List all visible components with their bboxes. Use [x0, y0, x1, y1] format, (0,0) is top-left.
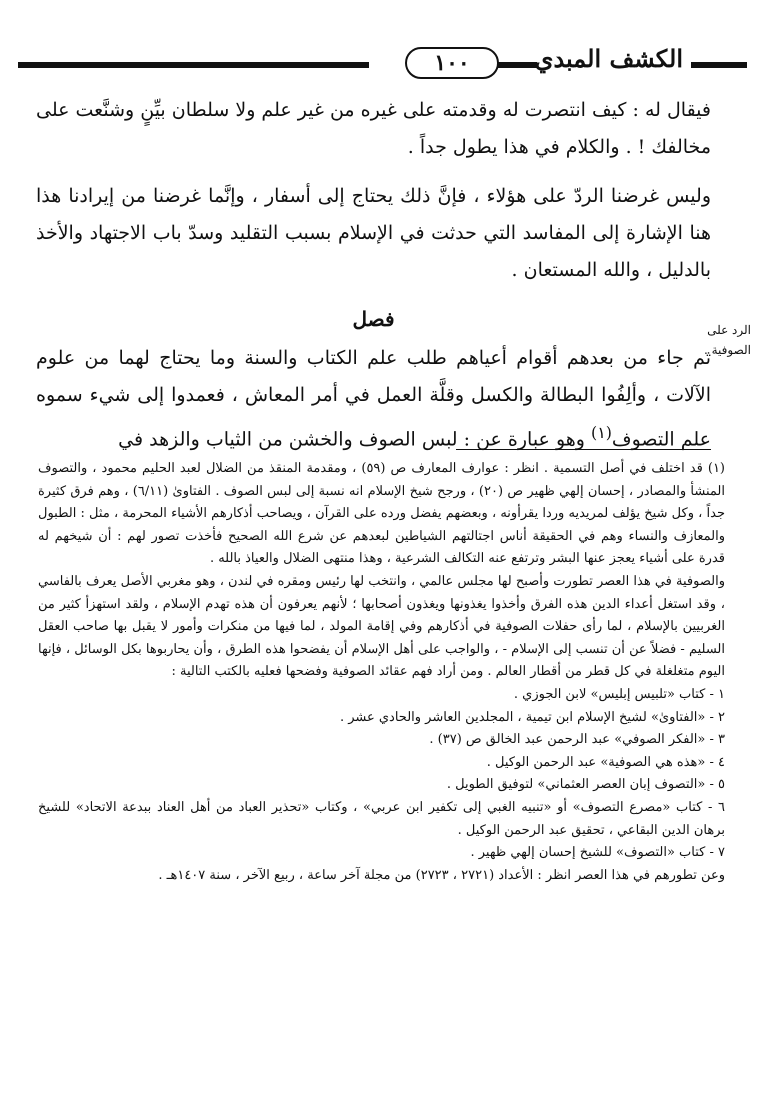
main-text — [36, 92, 711, 470]
running-header — [18, 44, 747, 84]
book-title: الكشف المبدي — [534, 44, 683, 73]
header-rule-right — [691, 62, 747, 68]
paragraph: فيقال له : كيف انتصرت له وقدمته على غيره من غير علم ولا سلطان بيِّنٍ وشنَّعت على مخالفك ! . والكلام في هذا يطول جداً . — [36, 99, 711, 158]
list-item: ١ - كتاب «تلبيس إبليس» لابن الجوزي . — [513, 686, 725, 702]
list-item: ٣ - «الفكر الصوفي» عبد الرحمن عبد الخالق ص (٣٧) . — [429, 732, 725, 748]
list-item: ٢ - «الفتاوىٰ» لشيخ الإسلام ابن تيمية ، المجلدين العاشر والحادي عشر . — [339, 709, 725, 725]
list-item: ٤ - «هذه هي الصوفية» عبد الرحمن الوكيل . — [486, 754, 725, 770]
margin-note: الرد على الصوفية . — [703, 323, 751, 357]
list-item: ٦ - كتاب «مصرع التصوف» أو «تنبيه الغبي إلى تكفير ابن عربي» ، وكتاب «تحذير العباد من أهل العناد ببدعة الاتحاد» للشيخ برهان الدين البقاعي ، تحقيق عبد الرحمن الوكيل . — [38, 799, 725, 838]
paragraph-text: ثم جاء من بعدهم أقوام أعياهم طلب علم الكتاب والسنة وما يحتاج لهما من علوم الآلات ، وألِفُوا البطالة والكسل وقلَّة العمل في أمر المعاش ، فعمدوا إلى شيء سموه علم التصوف — [36, 347, 711, 451]
page-number: ١٠٠ — [405, 47, 499, 79]
book-list — [38, 684, 725, 865]
paragraph: وليس غرضنا الردّ على هؤلاء ، فإنَّ ذلك يحتاج إلى أسفار ، وإنَّما غرضنا من إيرادنا هذا هنا الإشارة إلى المفاسد التي حدثت في الإسلام بسبب التقليد وسدّ باب الاجتهاد والأخذ بالدليل ، والله المستعان . — [36, 185, 711, 281]
list-item: ٧ - كتاب «التصوف» للشيخ إحسان إلهي ظهير . — [470, 845, 725, 861]
footnote-closing: وعن تطورهم في هذا العصر انظر : الأعداد (٢٧٢١ ، ٢٧٢٣) من مجلة آخر ساعة ، ربيع الآخر ، سنة ١٤٠٧هـ . — [158, 867, 725, 883]
paragraph — [36, 340, 711, 458]
header-rule-left — [18, 62, 369, 68]
footnote-separator — [456, 449, 711, 450]
paragraph-text: وهو عبارة عن : لبس الصوف والخشن من الثياب والزهد في — [118, 428, 591, 451]
list-item: ٥ - «التصوف إبان العصر العثماني» لتوفيق الطويل . — [446, 777, 725, 793]
footnote: والصوفية في هذا العصر تطورت وأصبح لها مجلس عالمي ، وانتخب لها رئيس ومقره في لندن ، وهو مغربي الأصل يعرف بالفاسي ، وقد استغل أعداء الدين هذه الفرق وأخذوا يغذونها ويغذون أصحابها ؛ لأنهم يعرفون أن هذه تهدم الإسلام ، ولقد استهزأ كثير من الغربيين بالإسلام ، لما رأى حفلات الصوفية في أذكارهم وفي إقامة المولد ، لما فيها من منكرات وأمور لا يقبل بها صاحب العقل السليم - فضلاً عن أن تنسب إلى الإسلام - ، والواجب على أهل الإسلام أن يفضحوا هذه الطرق ، وأن يحاربوها بكل الوسائل ، فإنها اليوم متغلغلة في كل قطر من أقطار العالم . ومن أراد فهم عقائد الصوفية وفضحها فعليه بالكتب التالية : — [38, 573, 725, 680]
footnote-reference[interactable]: (١) — [591, 423, 612, 442]
header-rule-middle — [498, 62, 537, 68]
footnotes — [38, 458, 725, 887]
section-heading: فصل — [352, 307, 395, 331]
footnote: (١) قد اختلف في أصل التسمية . انظر : عوارف المعارف ص (٥٩) ، ومقدمة المنقذ من الضلال لعبد الحليم محمود ، والتصوف المنشأ والمصادر ، إحسان إلهي ظهير ص (٢٠) ، ورجح شيخ الإسلام انه نسبة إلى لبس الصوف . الفتاوىٰ (٦/١١) ، وهم فرق كثيرة جداً ، وكل شيخ يؤلف لمريديه وردا يقرأونه ، وبعضهم يفضل ورده على القرآن ، ويصاحب أذكارهم الأشياء المحرمة ، مثل : الطبول والمعازف والنساء وهم في الحقيقة أناس اجتالتهم الشياطين لبعدهم عن شرع الله الصحيح فأخذت تصور لهم : أن شيخهم له قدرة على أشياء يعجز عنها البشر وترتفع عنه التكالف الشرعية ، وهذا منتهى الضلال والعياذ بالله . — [38, 461, 725, 567]
